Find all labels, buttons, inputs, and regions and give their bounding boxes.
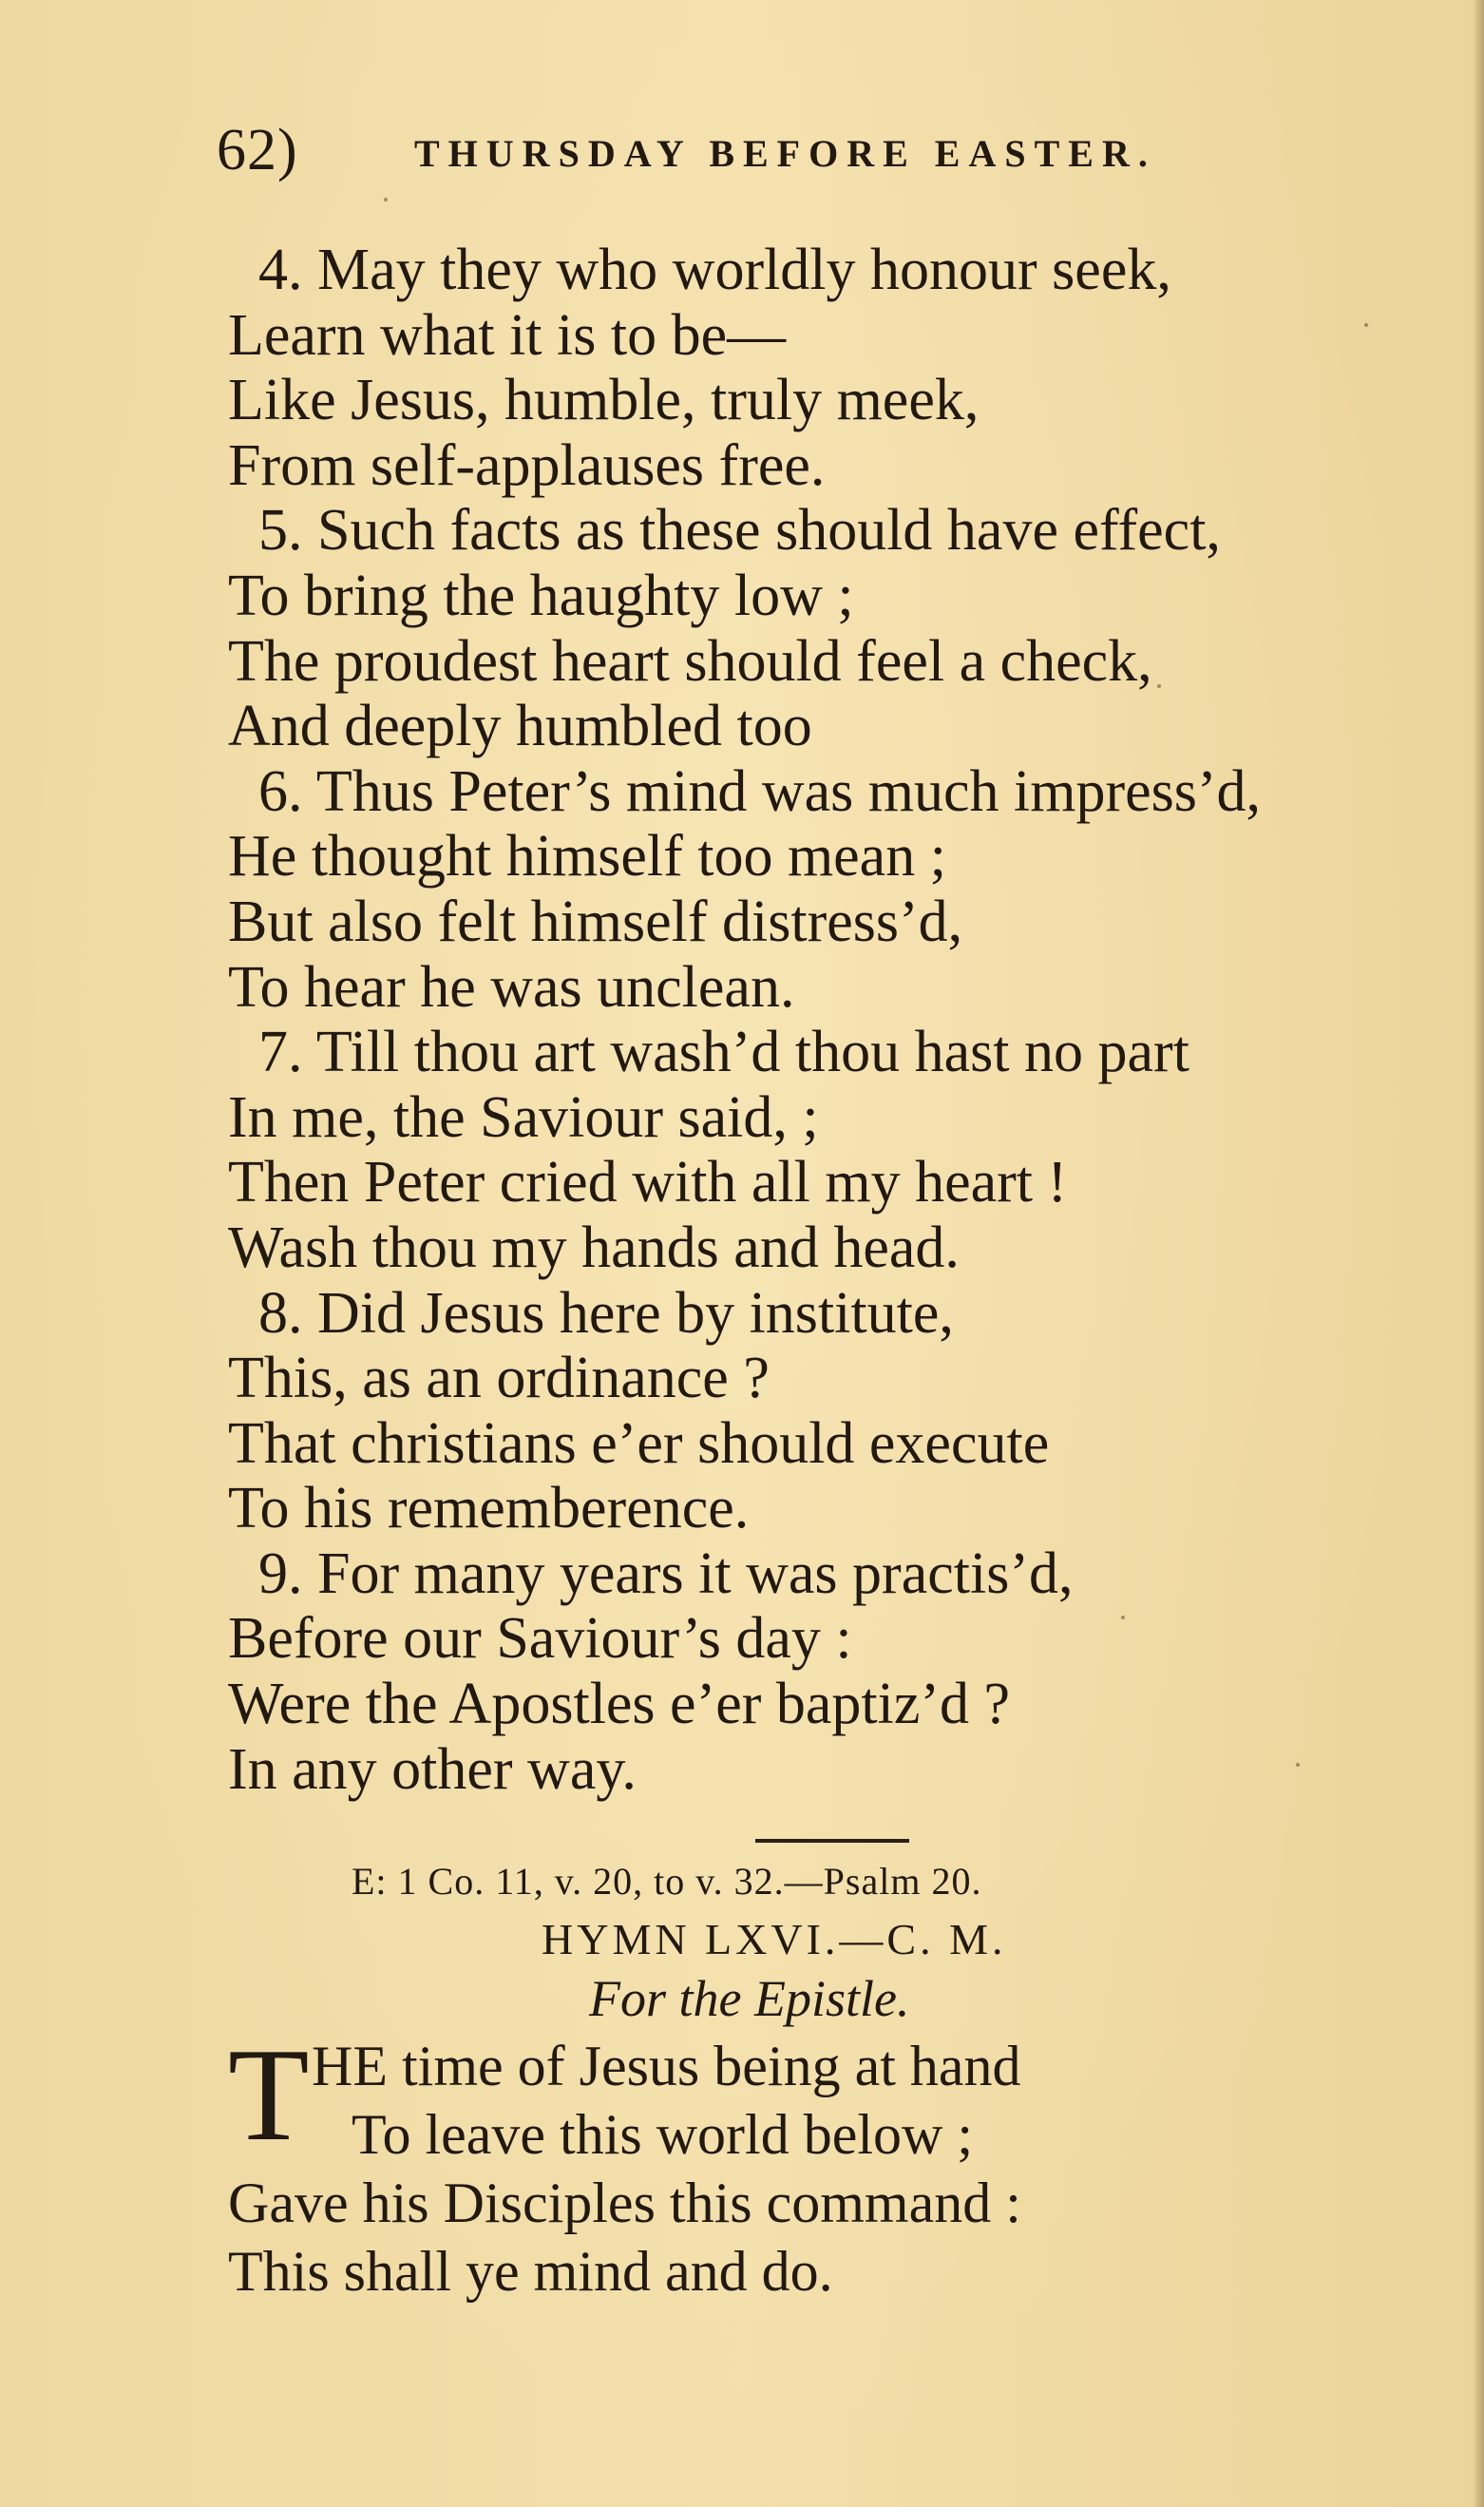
verse-line: Like Jesus, humble, truly meek, [228, 368, 980, 433]
verse-line: To his rememberence. [228, 1476, 750, 1541]
hymn-subtitle: For the Epistle. [589, 1970, 910, 2027]
drop-cap: T [228, 2021, 310, 2169]
verse-line: 8. Did Jesus here by institute, [258, 1280, 954, 1346]
paper-speck [1157, 684, 1161, 688]
verse-line: Wash thou my hands and head. [228, 1215, 960, 1280]
page-header [217, 112, 1338, 188]
paper-speck [1296, 1763, 1300, 1767]
section-rule [755, 1839, 909, 1843]
hymn-line: To leave this world below ; [352, 2103, 973, 2166]
page-number: 62) [217, 118, 298, 182]
verse-line: In any other way. [228, 1736, 637, 1802]
verse-line: He thought himself too mean ; [228, 824, 946, 890]
verse-line: 6. Thus Peter’s mind was much impress’d, [258, 758, 1262, 824]
verse-line: 7. Till thou art wash’d thou hast no part [258, 1020, 1189, 1085]
verse-line: 4. May they who worldly honour seek, [258, 238, 1171, 302]
hymn-title: HYMN LXVI.—C. M. [542, 1915, 1007, 1963]
running-head: THURSDAY BEFORE EASTER. [414, 132, 1156, 175]
hymn-line: Gave his Disciples this command : [228, 2172, 1021, 2234]
verse-line: Were the Apostles e’er baptiz’d ? [228, 1672, 1011, 1737]
paper-speck [384, 198, 388, 201]
hymn-line: This shall ye mind and do. [228, 2240, 833, 2303]
verse-line: That christians e’er should execute [228, 1410, 1050, 1476]
verse-line: 9. For many years it was practis’d, [258, 1541, 1074, 1606]
scripture-reference: E: 1 Co. 11, v. 20, to v. 32.—Psalm 20. [352, 1860, 982, 1903]
verse-line: From self-applauses free. [228, 432, 826, 498]
paper-speck [1364, 323, 1368, 327]
verse-line: And deeply humbled too [228, 694, 812, 759]
page-edge-shadow [1473, 0, 1484, 2507]
verse-line: In me, the Saviour said, ; [228, 1084, 819, 1150]
verse-line: The proudest heart should feel a check, [228, 628, 1152, 694]
hymn-text [228, 2021, 1463, 2306]
paper-speck [1121, 1616, 1125, 1619]
verse-line: But also felt himself distress’d, [228, 889, 963, 954]
verse-line: Learn what it is to be— [228, 302, 787, 368]
verse-block [228, 238, 1463, 1802]
verse-line: Then Peter cried with all my heart ! [228, 1150, 1068, 1215]
verse-line: To hear he was unclean. [228, 954, 795, 1020]
verse-line: Before our Saviour’s day : [228, 1606, 852, 1672]
verse-line: 5. Such facts as these should have effect, [258, 498, 1221, 564]
verse-line: To bring the haughty low ; [228, 563, 854, 628]
verse-line: This, as an ordinance ? [228, 1346, 770, 1411]
hymn-line: HE time of Jesus being at hand [312, 2035, 1021, 2097]
